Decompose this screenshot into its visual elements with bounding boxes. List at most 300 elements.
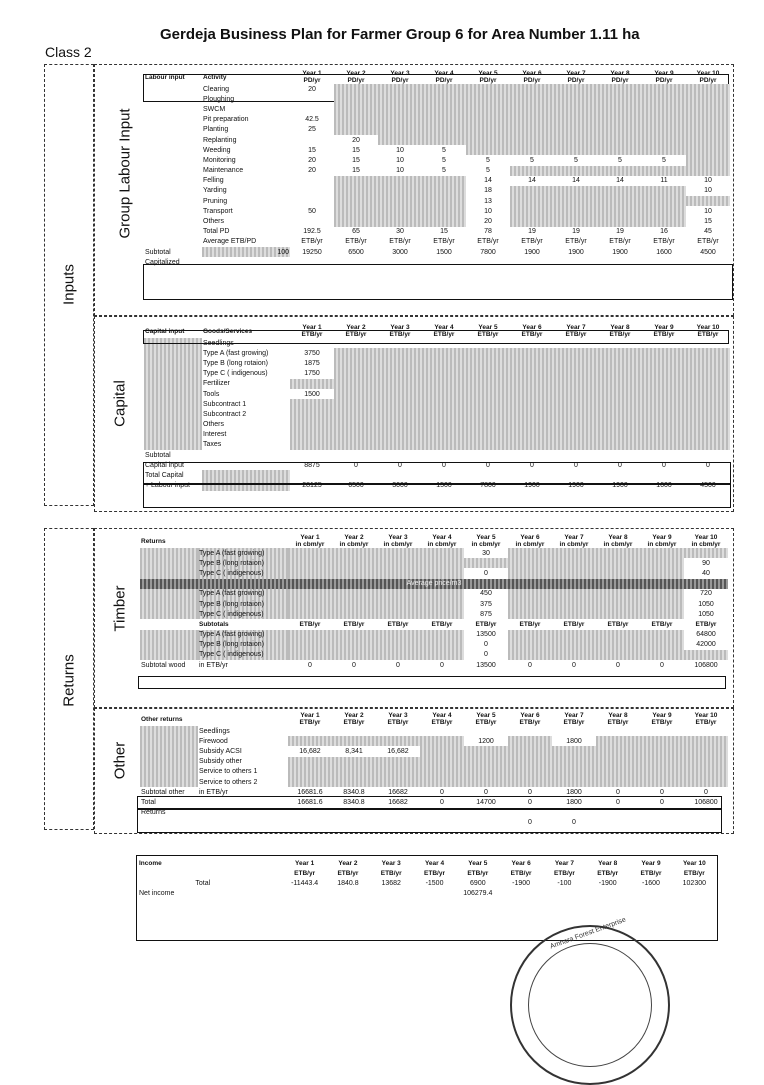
capital-value [466, 409, 510, 419]
capital-value [466, 399, 510, 409]
timber-subtotal-value [640, 630, 684, 640]
unit-label: PD/yr [567, 77, 585, 84]
year-header: Year 4 [424, 859, 445, 867]
income-total-value: -11443.4 [291, 879, 319, 887]
labour-value [598, 125, 642, 135]
income-total-value: 13682 [381, 879, 401, 887]
unit-label: ETB/yr [299, 719, 321, 726]
labour-value [466, 94, 510, 104]
capital-row [144, 358, 730, 368]
capital-row [144, 440, 730, 450]
capital-value [686, 430, 730, 440]
year-header: Year 9 ETB/yr [653, 324, 675, 338]
spacer-cell [144, 348, 202, 358]
timber-price [288, 599, 332, 609]
timber-subtotal-value [508, 630, 552, 640]
year-header: Year 4 ETB/yr [433, 324, 455, 338]
unit-label: ETB/yr [695, 719, 717, 726]
spacer-cell [144, 379, 202, 389]
spacer-cell [194, 858, 283, 868]
spacer-cell [144, 409, 202, 419]
class-label: Class 2 [45, 44, 92, 60]
capital-value [466, 358, 510, 368]
unit-label: ETB/yr [609, 238, 631, 246]
labour-value: 14 [528, 177, 536, 185]
labour-value [598, 115, 642, 125]
capital-value [510, 440, 554, 450]
labour-row [144, 84, 730, 94]
capital-value [686, 379, 730, 389]
labour-value: 15 [704, 218, 712, 226]
capital-value [290, 420, 334, 430]
total-capital-value: 28125 [302, 482, 322, 490]
capital-value [598, 358, 642, 368]
income-total-value: 6900 [470, 879, 486, 887]
timber-volume [288, 568, 332, 578]
labour-value: 10 [704, 207, 712, 215]
labour-value: 5 [574, 156, 578, 164]
labour-row [144, 155, 730, 165]
capital-value [510, 358, 554, 368]
other-value [596, 746, 640, 756]
spacer-cell [144, 420, 202, 430]
timber-price [640, 609, 684, 619]
year-header: Year 10 ETB/yr [696, 324, 720, 338]
capital-value [510, 430, 554, 440]
labour-value [334, 104, 378, 114]
timber-price: 375 [480, 600, 492, 608]
labour-value: 10 [704, 187, 712, 195]
timber-price [640, 599, 684, 609]
year-header: Year 3 in cbm/yr [383, 534, 413, 548]
timber-type: Type A (fast growing) [198, 548, 288, 558]
capital-value [334, 348, 378, 358]
unit-label: in cbm/yr [515, 541, 545, 548]
unit-label: in cbm/yr [339, 541, 369, 548]
goods-name: Fertilizer [203, 380, 230, 388]
goods-name: Subcontract 1 [203, 400, 247, 408]
timber-volume [508, 548, 552, 558]
unit-label: ETB/yr [609, 331, 631, 338]
capital-value [554, 409, 598, 419]
capital-value [422, 399, 466, 409]
labour-value [334, 176, 378, 186]
subtotal-wood-value: 0 [440, 661, 444, 669]
capital-value [642, 399, 686, 409]
timber-subtotal-value: 0 [484, 651, 488, 659]
labour-value: 20 [352, 136, 360, 144]
labour-value [334, 84, 378, 94]
timber-type: Type B (long rotaion) [198, 558, 288, 568]
unit-label: in cbm/yr [647, 541, 677, 548]
spacer-cell [140, 589, 198, 599]
spacer-cell [194, 889, 283, 899]
labour-value: 45 [704, 228, 712, 236]
activity-name: Pit preparation [203, 116, 249, 124]
subtotal-wood-value: 0 [308, 661, 312, 669]
timber-type: Type B (long rotaion) [198, 640, 288, 650]
timber-type: Type B (long rotaion) [198, 599, 288, 609]
activity-name: Felling [203, 177, 224, 185]
labour-value: 5 [662, 156, 666, 164]
other-value [684, 767, 728, 777]
labour-value [554, 145, 598, 155]
subtotal-wood-value: 0 [528, 661, 532, 669]
other-row [140, 757, 728, 767]
official-stamp-inner [528, 943, 652, 1067]
timber-price [332, 609, 376, 619]
timber-subtotal-value [420, 650, 464, 660]
income-table [138, 858, 716, 899]
labour-value [510, 115, 554, 125]
capital-value [686, 440, 730, 450]
labour-value: 5 [442, 156, 446, 164]
income-header-row [138, 858, 716, 868]
labour-value [642, 115, 686, 125]
labour-value [378, 186, 422, 196]
unit-label: PD/yr [303, 77, 321, 84]
other-value [376, 736, 420, 746]
unit-label: ETB/yr [387, 719, 409, 726]
other-value [640, 746, 684, 756]
other-value: 1200 [478, 737, 494, 745]
spacer-cell [140, 757, 198, 767]
capital-value [510, 379, 554, 389]
income-total-row [138, 878, 716, 888]
labour-value [554, 84, 598, 94]
timber-volume: 40 [702, 569, 710, 577]
unit-label: ETB/yr [301, 238, 323, 246]
unit-label: ETB/yr [697, 238, 719, 246]
labour-subtotal-value: 1900 [524, 248, 540, 256]
capital-value [422, 440, 466, 450]
labour-row [144, 104, 730, 114]
unit-label: ETB/yr [424, 869, 445, 877]
subtotal-wood-value: 13500 [476, 661, 496, 669]
other-value [288, 767, 332, 777]
timber-volume [288, 548, 332, 558]
year-header: Year 5 [468, 859, 488, 867]
timber-subtotal-value [288, 650, 332, 660]
timber-subtotal-value [376, 650, 420, 660]
capital-row [144, 399, 730, 409]
income-total-value: -1500 [425, 879, 444, 887]
timber-subtotal-value [420, 630, 464, 640]
capital-value [554, 379, 598, 389]
timber-subtotal-value [640, 640, 684, 650]
other-name: Service to others 2 [199, 778, 258, 786]
unit-label: PD/yr [479, 77, 497, 84]
other-value [332, 736, 376, 746]
labour-table [144, 70, 730, 267]
goods-name: Taxes [203, 441, 222, 449]
other-value [288, 726, 332, 736]
other-value [596, 736, 640, 746]
income-total-label: Total [195, 879, 211, 887]
subtotal-other-value: 8340.8 [343, 788, 365, 796]
timber-subtotal-value [596, 630, 640, 640]
subtotal-label: Subtotal [145, 451, 171, 459]
labour-value [642, 94, 686, 104]
labour-row [144, 176, 730, 186]
labour-subtotal-value: 7800 [480, 248, 496, 256]
unit-label: ETB/yr [519, 719, 541, 726]
labour-value [598, 104, 642, 114]
labour-subtotal-value: 1500 [436, 248, 452, 256]
income-total-value: -1600 [642, 879, 660, 887]
capital-value [510, 348, 554, 358]
timber-price [552, 609, 596, 619]
timber-volume [596, 548, 640, 558]
timber-price [596, 589, 640, 599]
unit-label: ETB/yr [431, 719, 453, 726]
other-value [376, 767, 420, 777]
year-header: Year 1 ETB/yr [299, 712, 321, 726]
capital-label: Capital [111, 380, 129, 427]
labour-value: 192.5 [303, 228, 321, 236]
unit-label: ETB/yr [565, 331, 587, 338]
labour-value: 14 [572, 177, 580, 185]
spacer-cell [144, 94, 202, 104]
capital-row [144, 348, 730, 358]
timber-volume [332, 548, 376, 558]
timber-volume [508, 568, 552, 578]
labour-value [378, 94, 422, 104]
capital-value [378, 389, 422, 399]
total-returns-value: 14700 [476, 798, 496, 806]
spacer-cell [144, 440, 202, 450]
year-header: Year 3 [381, 859, 401, 867]
spacer-cell [144, 84, 202, 94]
capital-value [334, 389, 378, 399]
income-total-value: -100 [557, 879, 572, 887]
other-value [288, 777, 332, 787]
other-value [376, 757, 420, 767]
capital-value [554, 430, 598, 440]
year-header: Year 1 ETB/yr [301, 324, 323, 338]
goods-name: Others [203, 421, 225, 429]
unit-label: ETB/yr [337, 869, 359, 877]
capital-value [334, 379, 378, 389]
spacer-cell [144, 135, 202, 145]
unit-label: ETB/yr [475, 620, 497, 628]
labour-subtotal-box [143, 264, 733, 300]
labour-value [554, 166, 598, 176]
other-value [420, 777, 464, 787]
year-header: Year 5 PD/yr [478, 70, 498, 84]
other-value [684, 746, 728, 756]
year-header: Year 8 in cbm/yr [603, 534, 633, 548]
labour-value [554, 115, 598, 125]
capital-value [290, 409, 334, 419]
capital-value [378, 409, 422, 419]
timber-type: Type C ( indigenous) [198, 568, 288, 578]
unit-label: ETB/yr [387, 620, 409, 628]
total-capital-value: 3000 [392, 482, 408, 490]
below-value: 0 [572, 819, 576, 827]
timber-subtotal-value [508, 650, 552, 660]
timber-volume-row [140, 568, 728, 578]
timber-price-row [140, 589, 728, 599]
other-value [464, 726, 508, 736]
subtotal-other-value: 16681.6 [297, 788, 323, 796]
total-capital-value: 1900 [568, 482, 584, 490]
spacer-cell [144, 186, 202, 196]
year-header: Year 9 ETB/yr [651, 712, 673, 726]
other-value [464, 777, 508, 787]
capital-value: 1750 [304, 370, 320, 378]
capital-value [378, 369, 422, 379]
other-row [140, 777, 728, 787]
labour-value [642, 84, 686, 94]
labour-value [510, 135, 554, 145]
labour-subtotal-row [144, 247, 730, 257]
unit-label: PD/yr [391, 77, 409, 84]
labour-value [334, 216, 378, 226]
other-value [596, 757, 640, 767]
capital-value [422, 369, 466, 379]
labour-value: 65 [352, 228, 360, 236]
timber-price: 1050 [698, 600, 714, 608]
labour-value: 10 [484, 207, 492, 215]
unit-label: ETB/yr [640, 869, 662, 877]
year-header: Year 6 in cbm/yr [515, 534, 545, 548]
activity-label: Activity [203, 73, 227, 81]
labour-value [290, 186, 334, 196]
labour-value: 15 [308, 146, 316, 154]
labour-value [642, 166, 686, 176]
other-value [420, 757, 464, 767]
other-value [332, 777, 376, 787]
timber-subtotal-type-row [140, 650, 728, 660]
other-value [596, 767, 640, 777]
labour-subtotal-value: 1900 [568, 248, 584, 256]
capital-subtotal-row [144, 450, 730, 460]
timber-price [376, 599, 420, 609]
subtotal-other-value: 0 [704, 788, 708, 796]
capital-value [686, 369, 730, 379]
capital-header-box [143, 330, 729, 344]
timber-volume [596, 568, 640, 578]
other-value [508, 767, 552, 777]
other-value [552, 757, 596, 767]
capital-value [378, 440, 422, 450]
unit-label: ETB/yr [597, 869, 619, 877]
labour-value [510, 196, 554, 206]
labour-value [422, 115, 466, 125]
capital-row [144, 420, 730, 430]
capital-row [144, 379, 730, 389]
capital-value [598, 409, 642, 419]
spacer-cell [140, 640, 198, 650]
unit-label: ETB/yr [607, 719, 629, 726]
labour-value [642, 125, 686, 135]
labour-value: 10 [704, 177, 712, 185]
timber-subtotal-type-row [140, 630, 728, 640]
total-capital-label: Total Capital [145, 472, 184, 480]
year-header: Year 4 ETB/yr [431, 712, 453, 726]
timber-subtotal-value [420, 640, 464, 650]
labour-value [510, 125, 554, 135]
other-name: Seedlings [199, 727, 230, 735]
capital-value [598, 348, 642, 358]
unit-label: ETB/yr [607, 620, 629, 628]
timber-volume [596, 558, 640, 568]
other-value [464, 767, 508, 777]
unit-label: ETB/yr [651, 620, 673, 628]
spacer-cell [144, 216, 202, 226]
year-header: Year 4 PD/yr [434, 70, 454, 84]
capital-subtotal-value: 0 [618, 461, 622, 469]
spacer-cell [140, 548, 198, 558]
other-value [376, 726, 420, 736]
net-income-row [138, 889, 716, 899]
subtotal-other-unit: in ETB/yr [199, 788, 228, 796]
timber-volume [376, 558, 420, 568]
capital-subtotal-value: 0 [442, 461, 446, 469]
capitalized-label: Capitalized [145, 258, 180, 266]
unit-label: in cbm/yr [427, 541, 457, 548]
labour-row [144, 186, 730, 196]
capital-value [466, 369, 510, 379]
goods-name: Type C ( indigenous) [203, 370, 268, 378]
capital-value [686, 358, 730, 368]
spacer-cell [198, 712, 288, 726]
unit-label: in cbm/yr [603, 541, 633, 548]
labour-value [378, 196, 422, 206]
other-value: 1800 [566, 737, 582, 745]
labour-header-row [144, 70, 730, 84]
timber-volume [684, 548, 728, 558]
timber-volume [640, 568, 684, 578]
labour-value [510, 104, 554, 114]
labour-value [510, 145, 554, 155]
year-header: Year 1 in cbm/yr [295, 534, 325, 548]
activity-name: Replanting [203, 136, 237, 144]
labour-value [554, 104, 598, 114]
year-header: Year 10 in cbm/yr [691, 534, 721, 548]
unit-label: ETB/yr [521, 238, 543, 246]
spacer-cell [140, 568, 198, 578]
activity-name: Planting [203, 126, 229, 134]
year-header: Year 5 in cbm/yr [471, 534, 501, 548]
capital-value [422, 379, 466, 389]
labour-value [290, 176, 334, 186]
capital-value [290, 430, 334, 440]
other-value [596, 777, 640, 787]
other-row [140, 736, 728, 746]
other-value [640, 777, 684, 787]
total-capital-value: 1500 [436, 482, 452, 490]
goods-name: Type A (fast growing) [203, 349, 269, 357]
total-returns-value: 0 [660, 798, 664, 806]
labour-value [510, 84, 554, 94]
unit-label: in cbm/yr [383, 541, 413, 548]
unit-label: ETB/yr [521, 331, 543, 338]
unit-label: ETB/yr [389, 331, 411, 338]
timber-volume-row [140, 558, 728, 568]
year-header: Year 7 in cbm/yr [559, 534, 589, 548]
other-name: Service to others 1 [199, 768, 258, 776]
unit-label: ETB/yr [653, 238, 675, 246]
total-capital-value: 1900 [524, 482, 540, 490]
labour-value [686, 135, 730, 145]
average-label: Average ETB/PD [203, 238, 257, 246]
spacer-cell [144, 166, 202, 176]
labour-value: 5 [442, 167, 446, 175]
income-total-value: -1900 [512, 879, 531, 887]
subtotal-wood-row [140, 660, 728, 670]
